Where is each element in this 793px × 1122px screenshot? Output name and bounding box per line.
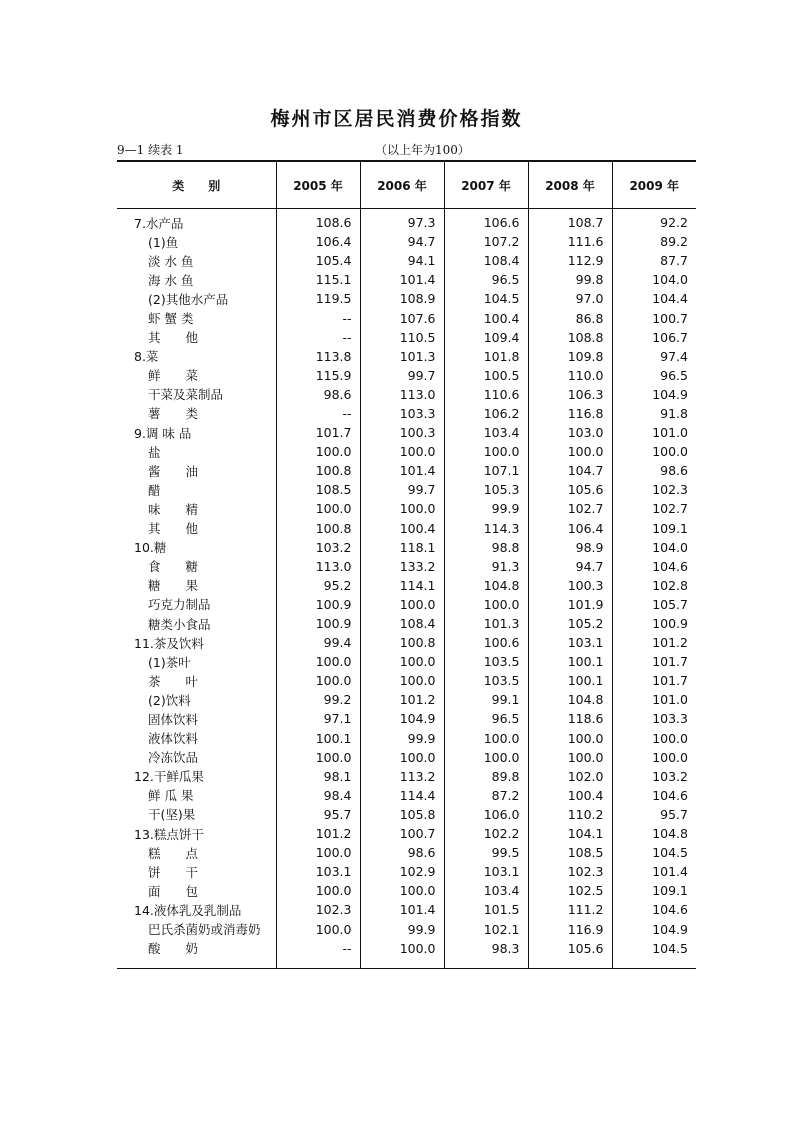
table-row <box>117 748 696 767</box>
index-value: 101.3 <box>444 614 528 633</box>
index-value: 101.4 <box>360 270 444 289</box>
index-value: 108.8 <box>528 328 612 347</box>
category-label: 其 他 <box>148 330 199 346</box>
category-label: 9.调 味 品 <box>134 425 192 441</box>
index-value: 94.1 <box>360 251 444 270</box>
category-label: 食 糖 <box>148 559 199 575</box>
index-value: 103.5 <box>444 652 528 671</box>
header-year: 2006 年 <box>360 161 444 209</box>
index-value: 100.3 <box>360 423 444 442</box>
table-row <box>117 709 696 728</box>
index-value: 104.4 <box>612 289 696 308</box>
index-value: 104.9 <box>612 385 696 404</box>
index-value: 94.7 <box>360 232 444 251</box>
header-year: 2008 年 <box>528 161 612 209</box>
index-value: 102.7 <box>528 499 612 518</box>
index-value: 99.1 <box>444 690 528 709</box>
index-value: 96.5 <box>444 270 528 289</box>
index-value: 110.6 <box>444 385 528 404</box>
table-row <box>117 209 696 233</box>
index-value: 106.6 <box>444 209 528 233</box>
table-row <box>117 900 696 919</box>
category-label: 10.糖 <box>134 540 167 556</box>
index-value: 100.0 <box>360 652 444 671</box>
category-label: (2)饮料 <box>148 692 191 708</box>
table-row <box>117 595 696 614</box>
index-value: 104.5 <box>444 289 528 308</box>
index-value: 108.5 <box>528 843 612 862</box>
category-label: 饼 干 <box>148 864 199 880</box>
category-label: 薯 类 <box>148 406 199 422</box>
index-value: 119.5 <box>276 289 360 308</box>
index-value: 113.0 <box>360 385 444 404</box>
page-title: 梅州市区居民消费价格指数 <box>270 108 523 130</box>
table-row <box>117 499 696 518</box>
index-value: 87.7 <box>612 251 696 270</box>
index-value: 100.6 <box>444 633 528 652</box>
table-row <box>117 404 696 423</box>
index-value: 103.1 <box>276 862 360 881</box>
base-note: （以上年为100） <box>375 143 470 157</box>
category-label: 酸 奶 <box>148 941 199 957</box>
index-value: 97.0 <box>528 289 612 308</box>
index-value: 104.0 <box>612 538 696 557</box>
index-value: 99.7 <box>360 366 444 385</box>
category-label: 鲜 瓜 果 <box>148 788 194 804</box>
table-row <box>117 690 696 709</box>
index-value: 100.0 <box>276 442 360 461</box>
index-value: 100.9 <box>276 614 360 633</box>
category-label: 11.茶及饮料 <box>134 635 204 651</box>
index-value: 103.2 <box>276 538 360 557</box>
category-label: 糖类小食品 <box>148 616 211 632</box>
category-label: 茶 叶 <box>148 673 199 689</box>
index-value: 113.8 <box>276 347 360 366</box>
index-value: 100.8 <box>276 461 360 480</box>
index-value: 99.5 <box>444 843 528 862</box>
index-value: 86.8 <box>528 308 612 327</box>
index-value: 105.7 <box>612 595 696 614</box>
category-label: 酱 油 <box>148 463 199 479</box>
index-value: 98.6 <box>360 843 444 862</box>
category-label: 面 包 <box>148 883 199 899</box>
index-value: 100.0 <box>360 671 444 690</box>
category-label: 其 他 <box>148 521 199 537</box>
index-value: 102.3 <box>612 480 696 499</box>
index-value: 100.0 <box>360 881 444 900</box>
index-value: 100.0 <box>360 939 444 969</box>
index-value: 91.3 <box>444 557 528 576</box>
category-label: (1)鱼 <box>148 234 179 250</box>
table-row <box>117 366 696 385</box>
table-row <box>117 270 696 289</box>
index-value: 103.4 <box>444 423 528 442</box>
index-value: 100.0 <box>276 671 360 690</box>
index-value: 102.1 <box>444 919 528 938</box>
table-row <box>117 557 696 576</box>
index-value: 106.4 <box>528 519 612 538</box>
index-value: 100.3 <box>528 576 612 595</box>
index-value: 106.0 <box>444 805 528 824</box>
table-row <box>117 328 696 347</box>
index-value: 97.4 <box>612 347 696 366</box>
index-value: 99.9 <box>444 499 528 518</box>
index-value: 100.1 <box>528 652 612 671</box>
index-value: 105.3 <box>444 480 528 499</box>
index-value: 100.9 <box>276 595 360 614</box>
index-value: 106.2 <box>444 404 528 423</box>
index-value: 100.0 <box>276 748 360 767</box>
index-value: 97.1 <box>276 709 360 728</box>
header-category: 类 别 <box>117 161 276 209</box>
index-value: 101.3 <box>360 347 444 366</box>
category-label: 味 精 <box>148 501 199 517</box>
index-value: 105.6 <box>528 939 612 969</box>
header-year: 2009 年 <box>612 161 696 209</box>
index-value: 102.5 <box>528 881 612 900</box>
table-row <box>117 671 696 690</box>
index-value: 100.1 <box>528 671 612 690</box>
index-value: 101.7 <box>612 671 696 690</box>
index-value: 108.6 <box>276 209 360 233</box>
index-value: 100.0 <box>528 442 612 461</box>
index-value: 98.1 <box>276 767 360 786</box>
index-value: -- <box>276 328 360 347</box>
index-value: 100.8 <box>360 633 444 652</box>
category-label: 8.菜 <box>134 349 159 365</box>
index-value: 101.5 <box>444 900 528 919</box>
index-value: 100.1 <box>276 729 360 748</box>
table-row <box>117 442 696 461</box>
index-value: 133.2 <box>360 557 444 576</box>
index-value: 111.2 <box>528 900 612 919</box>
header-year: 2005 年 <box>276 161 360 209</box>
index-value: 95.2 <box>276 576 360 595</box>
header-row <box>117 161 696 209</box>
index-value: 100.7 <box>612 308 696 327</box>
table-row <box>117 843 696 862</box>
category-label: 14.液体乳及乳制品 <box>134 902 242 918</box>
table-row <box>117 519 696 538</box>
table-row <box>117 480 696 499</box>
index-value: 95.7 <box>276 805 360 824</box>
index-value: 114.1 <box>360 576 444 595</box>
index-value: 101.0 <box>612 690 696 709</box>
table-row <box>117 289 696 308</box>
index-value: 104.7 <box>528 461 612 480</box>
index-value: 112.9 <box>528 251 612 270</box>
index-value: 103.2 <box>612 767 696 786</box>
index-value: 101.8 <box>444 347 528 366</box>
index-value: 109.1 <box>612 881 696 900</box>
index-value: 103.3 <box>360 404 444 423</box>
index-value: 114.4 <box>360 786 444 805</box>
index-value: 100.4 <box>444 308 528 327</box>
index-value: 100.0 <box>444 442 528 461</box>
index-value: 100.0 <box>612 729 696 748</box>
index-value: 104.0 <box>612 270 696 289</box>
category-label: 糖 果 <box>148 578 199 594</box>
index-value: 102.3 <box>276 900 360 919</box>
index-value: 102.7 <box>612 499 696 518</box>
index-value: 101.4 <box>612 862 696 881</box>
index-value: 104.6 <box>612 557 696 576</box>
index-value: 100.0 <box>612 442 696 461</box>
index-value: 108.7 <box>528 209 612 233</box>
category-label: 固体饮料 <box>148 711 199 727</box>
index-value: 100.0 <box>276 881 360 900</box>
index-value: 108.5 <box>276 480 360 499</box>
index-value: 100.5 <box>444 366 528 385</box>
index-value: 107.6 <box>360 308 444 327</box>
table-id: 9—1 续表 1 <box>117 143 184 157</box>
category-label: (2)其他水产品 <box>148 291 229 307</box>
index-value: 100.7 <box>360 824 444 843</box>
index-value: 101.7 <box>612 652 696 671</box>
index-value: 101.0 <box>612 423 696 442</box>
index-value: 100.4 <box>528 786 612 805</box>
index-value: 104.1 <box>528 824 612 843</box>
index-value: 101.9 <box>528 595 612 614</box>
index-value: 100.0 <box>360 442 444 461</box>
index-value: 104.8 <box>528 690 612 709</box>
index-value: 98.6 <box>276 385 360 404</box>
table-row <box>117 633 696 652</box>
index-value: 101.4 <box>360 461 444 480</box>
index-value: 99.9 <box>360 919 444 938</box>
category-label: 鲜 菜 <box>148 368 199 384</box>
table-row <box>117 862 696 881</box>
index-value: 100.4 <box>360 519 444 538</box>
category-label: (1)茶叶 <box>148 654 191 670</box>
table-row <box>117 576 696 595</box>
index-value: 107.1 <box>444 461 528 480</box>
category-label: 虾 蟹 类 <box>148 311 194 327</box>
index-value: 106.3 <box>528 385 612 404</box>
category-label: 糕 点 <box>148 845 199 861</box>
table-row <box>117 232 696 251</box>
index-value: -- <box>276 939 360 969</box>
table-row <box>117 385 696 404</box>
index-value: 100.0 <box>444 595 528 614</box>
table-row <box>117 347 696 366</box>
table-body <box>117 209 696 969</box>
index-value: 103.5 <box>444 671 528 690</box>
index-value: 104.6 <box>612 900 696 919</box>
table-row <box>117 251 696 270</box>
index-value: 98.4 <box>276 786 360 805</box>
category-label: 巴氏杀菌奶或消毒奶 <box>148 922 261 938</box>
category-label: 海 水 鱼 <box>148 272 194 288</box>
index-value: 114.3 <box>444 519 528 538</box>
category-label: 冷冻饮品 <box>148 750 199 766</box>
index-value: 109.1 <box>612 519 696 538</box>
index-value: 101.2 <box>612 633 696 652</box>
category-label: 13.糕点饼干 <box>134 826 204 842</box>
index-value: 98.8 <box>444 538 528 557</box>
index-value: 115.1 <box>276 270 360 289</box>
index-value: -- <box>276 404 360 423</box>
table-bottom-rule <box>117 968 696 969</box>
index-value: 100.9 <box>612 614 696 633</box>
index-value: 104.8 <box>612 824 696 843</box>
index-value: -- <box>276 308 360 327</box>
index-value: 91.8 <box>612 404 696 423</box>
index-value: 100.0 <box>360 595 444 614</box>
index-value: 118.1 <box>360 538 444 557</box>
index-value: 99.9 <box>360 729 444 748</box>
index-value: 105.2 <box>528 614 612 633</box>
index-value: 103.4 <box>444 881 528 900</box>
index-value: 105.4 <box>276 251 360 270</box>
index-value: 113.0 <box>276 557 360 576</box>
table-row <box>117 805 696 824</box>
index-value: 100.0 <box>276 499 360 518</box>
index-value: 99.2 <box>276 690 360 709</box>
index-value: 99.4 <box>276 633 360 652</box>
table-row <box>117 729 696 748</box>
category-label: 醋 <box>148 482 161 498</box>
table-row <box>117 881 696 900</box>
index-value: 95.7 <box>612 805 696 824</box>
index-value: 103.1 <box>444 862 528 881</box>
index-value: 100.0 <box>612 748 696 767</box>
index-value: 100.0 <box>276 919 360 938</box>
index-value: 109.4 <box>444 328 528 347</box>
index-value: 110.2 <box>528 805 612 824</box>
table-row <box>117 939 696 969</box>
index-value: 100.0 <box>528 729 612 748</box>
index-value: 110.5 <box>360 328 444 347</box>
category-label: 干菜及菜制品 <box>148 387 224 403</box>
index-value: 99.7 <box>360 480 444 499</box>
index-value: 94.7 <box>528 557 612 576</box>
index-value: 106.7 <box>612 328 696 347</box>
index-value: 103.0 <box>528 423 612 442</box>
index-value: 100.0 <box>444 729 528 748</box>
index-value: 104.5 <box>612 939 696 969</box>
index-value: 98.9 <box>528 538 612 557</box>
category-label: 干(坚)果 <box>148 807 196 823</box>
table-row <box>117 767 696 786</box>
index-value: 118.6 <box>528 709 612 728</box>
index-value: 104.9 <box>360 709 444 728</box>
index-value: 115.9 <box>276 366 360 385</box>
index-value: 101.7 <box>276 423 360 442</box>
category-label: 淡 水 鱼 <box>148 253 194 269</box>
index-value: 102.2 <box>444 824 528 843</box>
index-value: 102.8 <box>612 576 696 595</box>
index-value: 102.0 <box>528 767 612 786</box>
index-value: 101.2 <box>360 690 444 709</box>
category-label: 盐 <box>148 444 161 460</box>
index-value: 98.3 <box>444 939 528 969</box>
index-value: 111.6 <box>528 232 612 251</box>
header-year: 2007 年 <box>444 161 528 209</box>
index-value: 108.9 <box>360 289 444 308</box>
category-label: 液体饮料 <box>148 731 199 747</box>
index-value: 96.5 <box>444 709 528 728</box>
index-value: 107.2 <box>444 232 528 251</box>
index-value: 104.9 <box>612 919 696 938</box>
index-value: 87.2 <box>444 786 528 805</box>
index-value: 108.4 <box>444 251 528 270</box>
table-row <box>117 614 696 633</box>
price-index-table <box>117 160 696 969</box>
index-value: 100.0 <box>360 748 444 767</box>
index-value: 105.8 <box>360 805 444 824</box>
index-value: 116.8 <box>528 404 612 423</box>
index-value: 100.0 <box>360 499 444 518</box>
index-value: 100.0 <box>444 748 528 767</box>
index-value: 100.0 <box>528 748 612 767</box>
index-value: 116.9 <box>528 919 612 938</box>
index-value: 108.4 <box>360 614 444 633</box>
index-value: 100.0 <box>276 843 360 862</box>
index-value: 89.8 <box>444 767 528 786</box>
category-label: 12.干鲜瓜果 <box>134 769 204 785</box>
table-row <box>117 652 696 671</box>
index-value: 103.3 <box>612 709 696 728</box>
index-value: 110.0 <box>528 366 612 385</box>
index-value: 101.4 <box>360 900 444 919</box>
table-row <box>117 919 696 938</box>
table-row <box>117 824 696 843</box>
index-value: 113.2 <box>360 767 444 786</box>
index-value: 100.8 <box>276 519 360 538</box>
index-value: 105.6 <box>528 480 612 499</box>
index-value: 102.9 <box>360 862 444 881</box>
index-value: 104.8 <box>444 576 528 595</box>
index-value: 98.6 <box>612 461 696 480</box>
index-value: 103.1 <box>528 633 612 652</box>
index-value: 104.5 <box>612 843 696 862</box>
index-value: 101.2 <box>276 824 360 843</box>
table-row <box>117 461 696 480</box>
index-value: 92.2 <box>612 209 696 233</box>
table-row <box>117 538 696 557</box>
index-value: 109.8 <box>528 347 612 366</box>
index-value: 89.2 <box>612 232 696 251</box>
index-value: 97.3 <box>360 209 444 233</box>
index-value: 99.8 <box>528 270 612 289</box>
table-row <box>117 423 696 442</box>
index-value: 106.4 <box>276 232 360 251</box>
table-row <box>117 786 696 805</box>
category-label: 7.水产品 <box>134 215 184 231</box>
index-value: 102.3 <box>528 862 612 881</box>
index-value: 96.5 <box>612 366 696 385</box>
table-row <box>117 308 696 327</box>
index-value: 104.6 <box>612 786 696 805</box>
category-label: 巧克力制品 <box>148 597 211 613</box>
index-value: 100.0 <box>276 652 360 671</box>
